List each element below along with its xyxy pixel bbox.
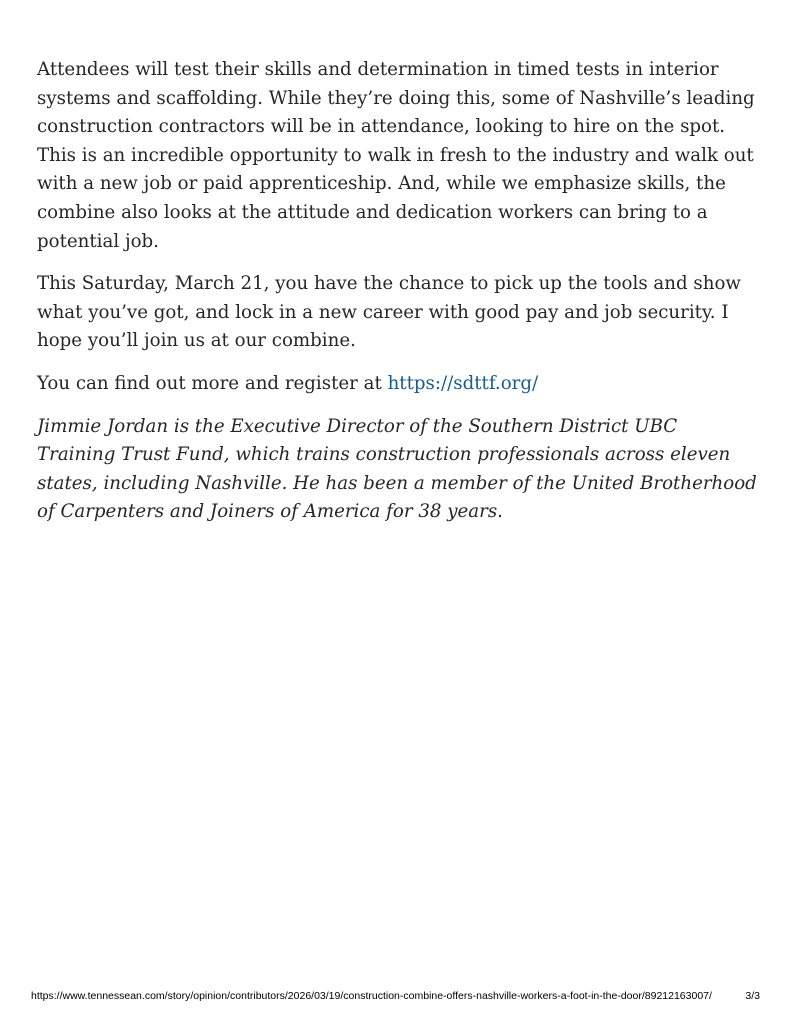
paragraph-combine-tests: Attendees will test their skills and determination in timed tests in interior systems and scaffolding. While they’re doing this, some of Nashville’s leading construction contractors will be in attendance, looking to hire on the spot. This is an incredible opportunity to walk in fresh to the industry and walk out with a new job or paid apprenticeship. And, while we emphasize skills, the combine also looks at the attitude and dedication workers can bring to a potential job. bbox=[37, 59, 755, 252]
register-link[interactable]: https://sdttf.org/ bbox=[387, 372, 539, 394]
register-text: You can find out more and register at bbox=[37, 372, 388, 394]
paragraph-register bbox=[37, 370, 757, 399]
paragraph-saturday-event: This Saturday, March 21, you have the chance to pick up the tools and show what you’ve got, and lock in a new career with good pay and job security. I hope you’ll join us at our combine. bbox=[37, 273, 741, 352]
print-footer bbox=[31, 990, 760, 1002]
article-body bbox=[37, 56, 757, 541]
footer-url: https://www.tennessean.com/story/opinion/contributors/2026/03/19/construction-combine-offers-nashville-workers-a-foot-in-the-door/89212163007/ bbox=[31, 990, 712, 1002]
author-bio: Jimmie Jordan is the Executive Director of the Southern District UBC Training Trust Fund, which trains construction professionals across eleven states, including Nashville. He has been a member of the United Brotherhood of Carpenters and Joiners of America for 38 years. bbox=[37, 415, 757, 523]
footer-page-number: 3/3 bbox=[745, 990, 760, 1002]
